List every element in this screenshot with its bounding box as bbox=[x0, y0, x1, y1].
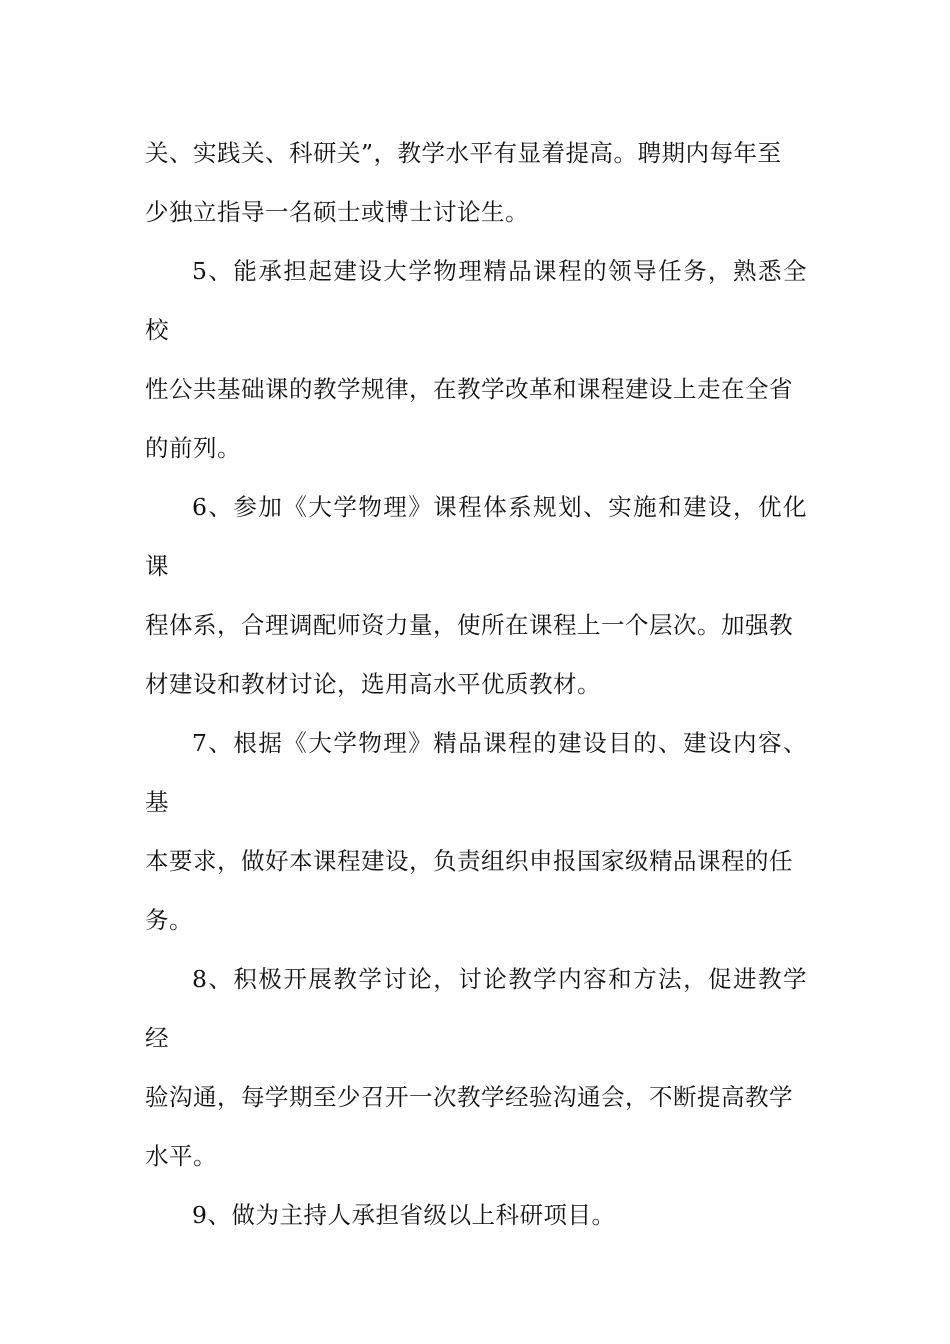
text-line: 5、能承担起建设大学物理精品课程的领导任务，熟悉全校 bbox=[145, 257, 807, 344]
text-line: 水平。 bbox=[145, 1142, 217, 1170]
paragraph-continuation bbox=[145, 124, 807, 242]
document-body bbox=[145, 124, 807, 1245]
text-line: 6、参加《大学物理》课程体系规划、实施和建设，优化课 bbox=[145, 493, 807, 580]
text-line: 本要求，做好本课程建设，负责组织申报国家级精品课程的任 bbox=[145, 847, 793, 875]
text-line: 少独立指导一名硕士或博士讨论生。 bbox=[145, 198, 529, 226]
text-line: 务。 bbox=[145, 906, 193, 934]
text-line: 程体系，合理调配师资力量，使所在课程上一个层次。加强教 bbox=[145, 611, 793, 639]
text-line: 验沟通，每学期至少召开一次教学经验沟通会，不断提高教学 bbox=[145, 1083, 793, 1111]
paragraph-item-5 bbox=[145, 242, 807, 478]
paragraph-item-9 bbox=[145, 1186, 807, 1245]
text-line: 材建设和教材讨论，选用高水平优质教材。 bbox=[145, 670, 601, 698]
paragraph-item-6 bbox=[145, 478, 807, 714]
text-line: 性公共基础课的教学规律，在教学改革和课程建设上走在全省 bbox=[145, 375, 793, 403]
text-line: 7、根据《大学物理》精品课程的建设目的、建设内容、基 bbox=[145, 729, 807, 816]
paragraph-item-8 bbox=[145, 950, 807, 1186]
text-line: 8、积极开展教学讨论，讨论教学内容和方法，促进教学经 bbox=[145, 965, 807, 1052]
text-line: 的前列。 bbox=[145, 434, 241, 462]
text-line: 9、做为主持人承担省级以上科研项目。 bbox=[192, 1201, 616, 1229]
text-line: 关、实践关、科研关”，教学水平有显着提高。聘期内每年至 bbox=[145, 139, 782, 167]
paragraph-item-7 bbox=[145, 714, 807, 950]
